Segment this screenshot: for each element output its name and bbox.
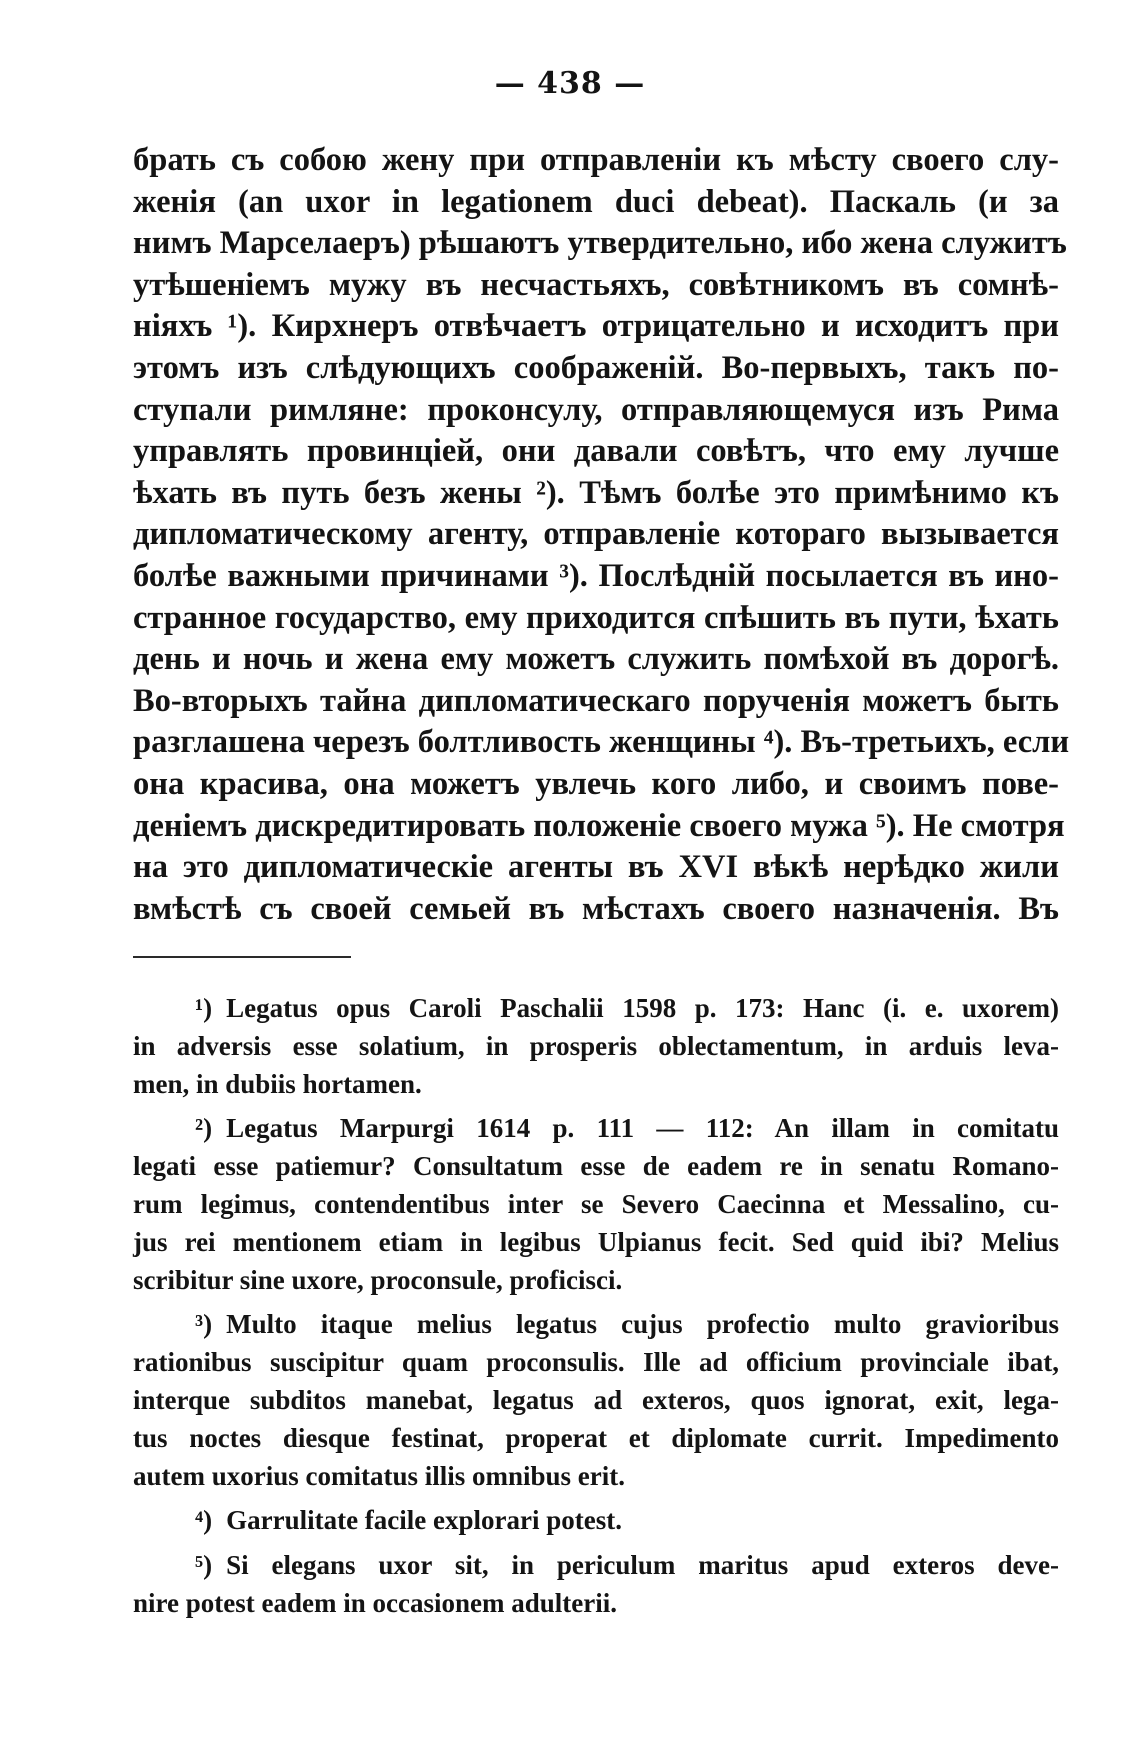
- text-line: болѣе важными причинами ³). Послѣдній посылается въ ино-: [133, 557, 1059, 594]
- footnote-line: in adversis esse solatium, in prosperis oblectamentum, in arduis leva-: [133, 1030, 1059, 1061]
- footnote-3: [133, 1306, 1059, 1495]
- text-line: ніяхъ ¹). Кирхнеръ отвѣчаетъ отрицательно и исходитъ при: [133, 308, 1059, 345]
- footnote-marker: ¹): [195, 993, 213, 1023]
- footnote-text: Legatus opus Caroli Paschalii 1598 p. 173: Hanc (i. e. uxorem): [226, 993, 1059, 1023]
- text-line: управлять провинціей, они давали совѣтъ, что ему лучше: [133, 433, 1059, 470]
- text-line: деніемъ дискредитировать положеніе своего мужа ⁵). Не смотря: [133, 807, 1065, 844]
- footnote-line: [133, 1502, 1059, 1540]
- footnotes: [133, 990, 1059, 1630]
- footnote-line: legati esse patiemur? Consultatum esse de eadem re in senatu Romano-: [133, 1151, 1059, 1182]
- text-line: разглашена черезъ болтливость женщины ⁴). Въ-третьихъ, если: [133, 724, 1070, 761]
- footnote-separator: [133, 956, 351, 958]
- footnote-text: Multo itaque melius legatus cujus profectio multo gravioribus: [226, 1309, 1059, 1340]
- footnote-line: [133, 1110, 1059, 1148]
- text-line: этомъ изъ слѣдующихъ соображеній. Во-первыхъ, такъ по-: [133, 349, 1059, 386]
- footnote-line: men, in dubiis hortamen.: [133, 1068, 422, 1099]
- text-line: нимъ Марселаеръ) рѣшаютъ утвердительно, ибо жена служитъ: [133, 225, 1067, 262]
- text-line: женія (an uxor in legationem duci debeat). Паскаль (и за: [133, 183, 1059, 220]
- footnote-text: Si elegans uxor sit, in periculum maritus apud exteros deve-: [226, 1550, 1059, 1581]
- main-text: [133, 140, 1070, 930]
- footnote-line: interque subditos manebat, legatus ad exteros, quos ignorat, exit, lega-: [133, 1384, 1059, 1415]
- text-line: на это дипломатическіе агенты въ XVI вѣкѣ нерѣдко жили: [133, 849, 1059, 886]
- footnote-2: [133, 1110, 1059, 1299]
- footnote-line: rationibus suscipitur quam proconsulis. Ille ad officium provinciale ibat,: [133, 1347, 1059, 1378]
- text-line: брать съ собою жену при отправленіи къ мѣсту своего слу-: [133, 142, 1059, 178]
- text-line: она красива, она можетъ увлечь кого либо, и своимъ пове-: [133, 765, 1059, 802]
- footnote-line: tus noctes diesque festinat, properat et diplomate currit. Impedimento: [133, 1422, 1059, 1453]
- text-line: странное государство, ему приходится спѣшить въ пути, ѣхать: [133, 599, 1059, 636]
- text-line: день и ночь и жена ему можетъ служить помѣхой въ дорогѣ.: [133, 641, 1059, 678]
- footnote-1: [133, 990, 1059, 1103]
- text-line: утѣшеніемъ мужу въ несчастьяхъ, совѣтникомъ въ сомнѣ-: [133, 266, 1059, 303]
- footnote-line: [133, 990, 1059, 1028]
- footnote-line: [133, 1547, 1059, 1585]
- footnote-line: scribitur sine uxore, proconsule, proficisci.: [133, 1264, 623, 1295]
- footnote-line: nire potest eadem in occasionem adulterii.: [133, 1587, 617, 1618]
- text-line: вмѣстѣ съ своей семьей въ мѣстахъ своего назначенія. Въ: [133, 890, 1059, 927]
- page-number: — 438 —: [494, 66, 646, 101]
- text-line: ступали римляне: проконсулу, отправляющемуся изъ Рима: [133, 391, 1059, 428]
- text-line: ѣхать въ путь безъ жены ²). Тѣмъ болѣе это примѣнимо къ: [133, 474, 1059, 511]
- footnote-text: Legatus Marpurgi 1614 p. 111 — 112: An illam in comitatu: [226, 1113, 1059, 1144]
- footnote-marker: ⁵): [195, 1550, 213, 1581]
- footnote-marker: ²): [195, 1113, 213, 1144]
- text-line: дипломатическому агенту, отправленіе котораго вызывается: [133, 516, 1059, 553]
- footnote-4: [133, 1502, 1059, 1540]
- footnote-text: Garrulitate facile explorari potest.: [226, 1505, 622, 1536]
- footnote-line: [133, 1306, 1059, 1344]
- text-line: Во-вторыхъ тайна дипломатическаго порученія можетъ быть: [133, 682, 1059, 719]
- footnote-marker: ⁴): [195, 1505, 213, 1536]
- footnote-5: [133, 1547, 1059, 1623]
- footnote-marker: ³): [195, 1309, 213, 1340]
- footnote-line: jus rei mentionem etiam in legibus Ulpianus fecit. Sed quid ibi? Melius: [133, 1226, 1059, 1257]
- footnote-line: rum legimus, contendentibus inter se Severo Caecinna et Messalino, cu-: [133, 1188, 1059, 1219]
- footnote-line: autem uxorius comitatus illis omnibus erit.: [133, 1460, 626, 1491]
